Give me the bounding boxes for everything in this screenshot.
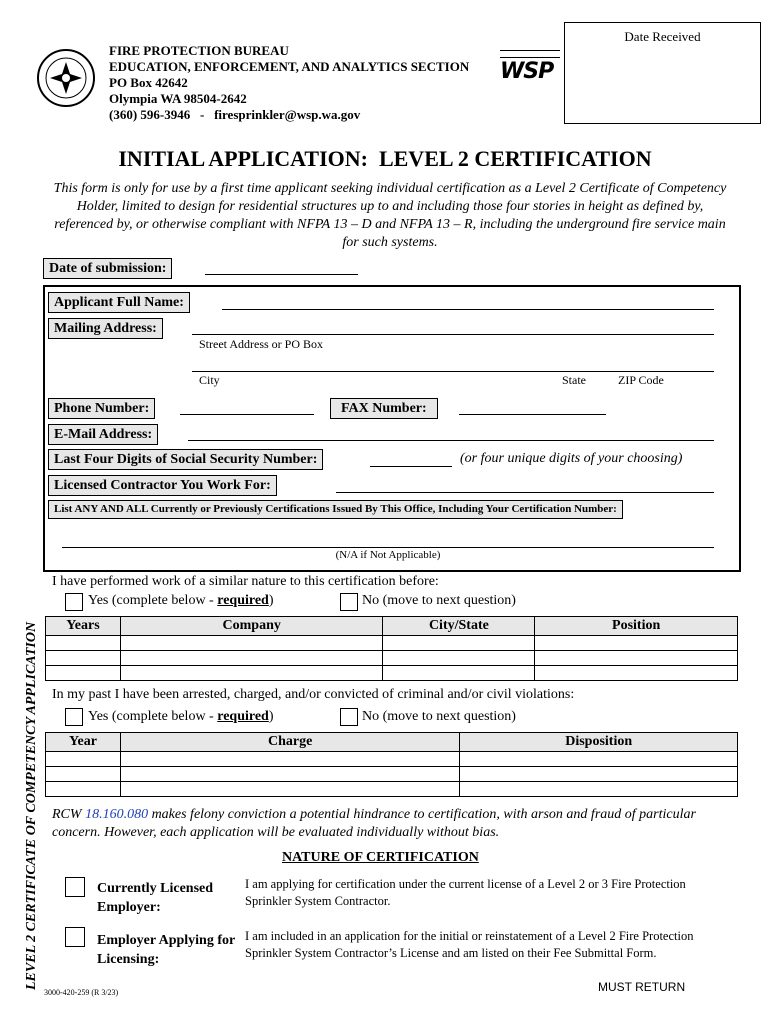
licensed-contractor-label: Licensed Contractor You Work For: bbox=[48, 475, 277, 496]
nature-heading: NATURE OF CERTIFICATION bbox=[282, 850, 479, 865]
work-yes-suffix: ) bbox=[268, 593, 274, 608]
must-return-label: MUST RETURN bbox=[598, 980, 686, 994]
table-row[interactable] bbox=[46, 752, 738, 767]
table-row[interactable] bbox=[46, 767, 738, 782]
col-year: Year bbox=[46, 733, 121, 752]
col-disposition: Disposition bbox=[460, 733, 738, 752]
fax-number-input[interactable] bbox=[459, 414, 606, 415]
po-box: PO Box 42642 bbox=[109, 75, 188, 90]
col-position: Position bbox=[535, 617, 738, 636]
currently-licensed-checkbox[interactable] bbox=[65, 877, 85, 897]
work-history-header-row bbox=[46, 617, 738, 636]
col-city-state: City/State bbox=[383, 617, 535, 636]
na-note: (N/A if Not Applicable) bbox=[335, 549, 441, 561]
work-yes-checkbox[interactable] bbox=[65, 593, 83, 611]
work-no-label: No (move to next question) bbox=[362, 593, 516, 608]
bureau-name: FIRE PROTECTION BUREAU bbox=[109, 43, 289, 58]
criminal-yes-suffix: ) bbox=[268, 709, 274, 724]
ssn-last-four-label: Last Four Digits of Social Security Number: bbox=[48, 449, 323, 470]
street-hint: Street Address or PO Box bbox=[199, 337, 323, 351]
phone-number-input[interactable] bbox=[180, 414, 314, 415]
date-received-label: Date Received bbox=[624, 29, 701, 44]
state-hint: State bbox=[562, 373, 586, 387]
criminal-yes-label bbox=[88, 709, 274, 725]
email-address-label: E-Mail Address: bbox=[48, 424, 158, 445]
mailing-address-label: Mailing Address: bbox=[48, 318, 163, 339]
work-yes-required: required bbox=[217, 593, 269, 608]
section-name: EDUCATION, ENFORCEMENT, AND ANALYTICS SECTION bbox=[109, 59, 470, 74]
table-row[interactable] bbox=[46, 782, 738, 797]
phone-number-label: Phone Number: bbox=[48, 398, 155, 419]
rcw-text: makes felony conviction a potential hindrance to certification, with arson and fraud of particular concern. However, each application will be evaluated individually without bias. bbox=[52, 807, 696, 840]
work-history-question: I have performed work of a similar nature to this certification before: bbox=[52, 574, 439, 589]
work-no-checkbox[interactable] bbox=[340, 593, 358, 611]
side-vertical-label: LEVEL 2 CERTIFICATE OF COMPETENCY APPLICATION bbox=[24, 621, 39, 990]
applicant-full-name-input[interactable] bbox=[222, 309, 714, 310]
rcw-paragraph bbox=[52, 806, 732, 842]
ssn-note: (or four unique digits of your choosing) bbox=[460, 451, 683, 466]
currently-licensed-label: Currently Licensed Employer: bbox=[97, 881, 214, 915]
criminal-no-checkbox[interactable] bbox=[340, 708, 358, 726]
date-of-submission-label: Date of submission: bbox=[43, 258, 172, 279]
col-years: Years bbox=[46, 617, 121, 636]
city-hint: City bbox=[199, 373, 220, 387]
employer-applying-checkbox[interactable] bbox=[65, 927, 85, 947]
table-row[interactable] bbox=[46, 666, 738, 681]
criminal-history-table bbox=[45, 732, 738, 797]
criminal-yes-checkbox[interactable] bbox=[65, 708, 83, 726]
form-number: 3000-420-259 (R 3/23) bbox=[44, 988, 119, 997]
certifications-input[interactable] bbox=[62, 547, 714, 548]
criminal-yes-required: required bbox=[217, 709, 269, 724]
bureau-address-block bbox=[109, 43, 469, 123]
table-row[interactable] bbox=[46, 636, 738, 651]
work-yes-label bbox=[88, 593, 274, 609]
ssn-last-four-input[interactable] bbox=[370, 466, 452, 467]
table-row[interactable] bbox=[46, 651, 738, 666]
fax-number-label: FAX Number: bbox=[330, 398, 438, 419]
licensed-contractor-input[interactable] bbox=[336, 492, 714, 493]
city-state-zip-input[interactable] bbox=[192, 371, 714, 372]
rcw-link[interactable]: 18.160.080 bbox=[85, 807, 149, 822]
criminal-history-header-row bbox=[46, 733, 738, 752]
col-charge: Charge bbox=[120, 733, 459, 752]
list-certifications-label: List ANY AND ALL Currently or Previously Certifications Issued By This Office, Including Your Certification Number: bbox=[48, 500, 623, 519]
zip-hint: ZIP Code bbox=[618, 373, 664, 387]
col-company: Company bbox=[120, 617, 383, 636]
criminal-yes-prefix: Yes (complete below - bbox=[88, 709, 218, 724]
date-of-submission-input[interactable] bbox=[205, 274, 358, 275]
date-received-box bbox=[564, 22, 761, 124]
contact-line: (360) 596-3946 - firesprinkler@wsp.wa.gov bbox=[109, 107, 361, 122]
employer-applying-text: I am included in an application for the initial or reinstatement of a Level 2 Fire Protection Sprinkler System Contractor’s License and am listed on their Fee Submittal Form. bbox=[245, 929, 694, 960]
wsp-logo bbox=[500, 50, 560, 84]
applicant-full-name-label: Applicant Full Name: bbox=[48, 292, 190, 313]
page-title: INITIAL APPLICATION: LEVEL 2 CERTIFICATION bbox=[118, 146, 652, 171]
work-yes-prefix: Yes (complete below - bbox=[88, 593, 218, 608]
currently-licensed-text: I am applying for certification under the current license of a Level 2 or 3 Fire Protection Sprinkler System Contractor. bbox=[245, 877, 686, 908]
wsp-logo-text: WSP bbox=[500, 59, 554, 84]
criminal-no-label: No (move to next question) bbox=[362, 709, 516, 724]
email-address-input[interactable] bbox=[188, 440, 714, 441]
intro-paragraph: This form is only for use by a first time applicant seeking individual certification as a Level 2 Certificate of Competency Holder, limited to design for residential structures up to and including those four stories in height as defined by, referenced by, or otherwise compliant with NFPA 13 – D and NFPA 13 – R, including the underground fire service main for such systems. bbox=[53, 181, 727, 250]
work-history-table bbox=[45, 616, 738, 681]
fire-protection-seal-logo bbox=[36, 48, 96, 108]
employer-applying-label: Employer Applying for Licensing: bbox=[97, 933, 235, 967]
street-address-input[interactable] bbox=[192, 334, 714, 335]
rcw-prefix: RCW bbox=[52, 807, 86, 822]
criminal-history-question: In my past I have been arrested, charged, and/or convicted of criminal and/or civil violations: bbox=[52, 687, 575, 702]
city-state: Olympia WA 98504-2642 bbox=[109, 91, 247, 106]
